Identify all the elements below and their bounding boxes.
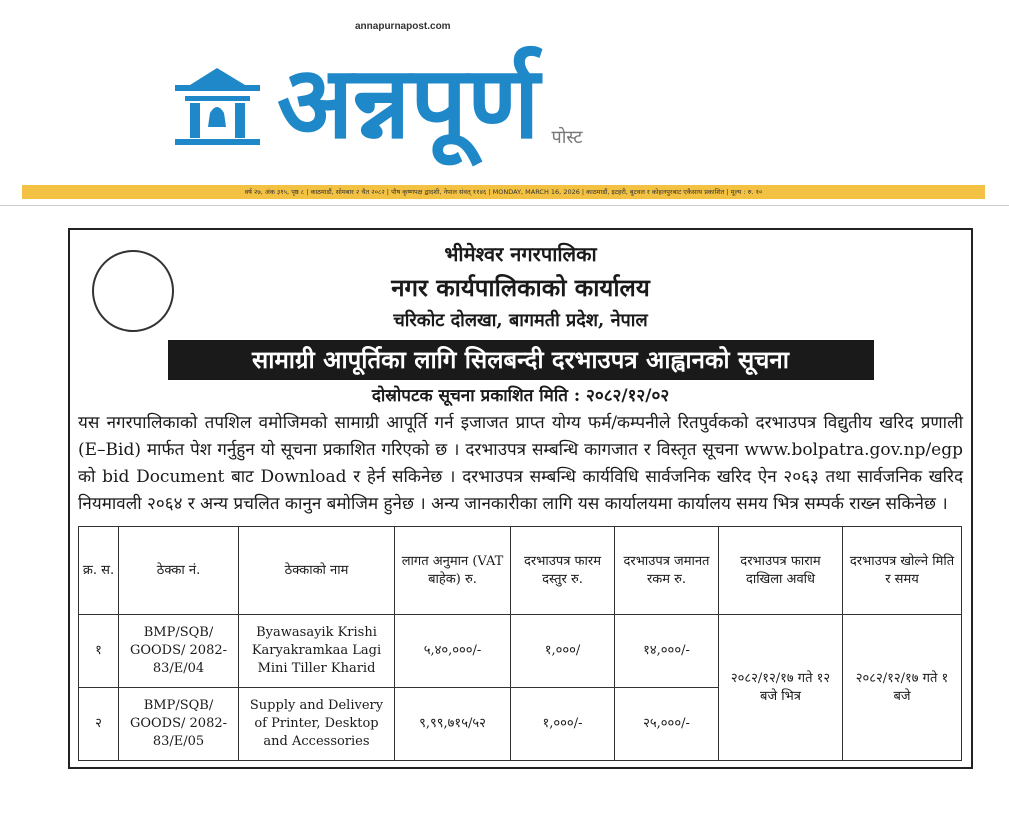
col-header: ठेक्काको नाम — [239, 527, 395, 615]
cell: २ — [79, 688, 119, 761]
col-header: क्र. स. — [79, 527, 119, 615]
cell: Byawasayik Krishi Karyakramkaa Lagi Mini Tiller Kharid — [239, 615, 395, 688]
cell: BMP/SQB/ GOODS/ 2082-83/E/04 — [119, 615, 239, 688]
cell: Supply and Delivery of Printer, Desktop and Accessories — [239, 688, 395, 761]
cell: १४,०००/- — [615, 615, 719, 688]
col-header: दरभाउपत्र खोल्ने मिति र समय — [843, 527, 962, 615]
brand-logo: अन्नपूर्ण — [277, 44, 540, 161]
office-name: नगर कार्यपालिकाको कार्यालय — [391, 273, 650, 302]
cell: ९,९९,७१५/५२ — [395, 688, 511, 761]
notice-title: सामाग्री आपूर्तिका लागि सिलबन्दी दरभाउपत्र आह्वानको सूचना — [168, 340, 874, 380]
org-name: भीमेश्वर नगरपालिका — [444, 242, 597, 266]
divider — [0, 205, 1009, 206]
table-row — [79, 615, 962, 688]
col-header: लागत अनुमान (VAT बाहेक) रु. — [395, 527, 511, 615]
col-header: दरभाउपत्र जमानत रकम रु. — [615, 527, 719, 615]
tender-table — [78, 526, 962, 761]
masthead — [0, 0, 1009, 180]
cell: १,०००/ — [511, 615, 615, 688]
cell: २५,०००/- — [615, 688, 719, 761]
notice-body: यस नगरपालिकाको तपशिल वमोजिमको सामाग्री आपूर्ति गर्न इजाजत प्राप्त योग्य फर्म/कम्पनीले रितपुर्वकको दरभाउपत्र विद्युतीय खरिद प्रणाली (E–Bid) मार्फत पेश गर्नुहुन यो सूचना प्रकाशित गरिएको छ । दरभाउपत्र सम्बन्धि कागजात र विस्तृत सूचना www.bolpatra.gov.np/egp को bid Document बाट Download र हेर्न सकिनेछ । दरभाउपत्र सम्बन्धि कार्यविधि सार्वजनिक खरिद ऐन २०६३ तथा सार्वजनिक खरिद नियमावली २०६४ र अन्य प्रचलित कानुन बमोजिम हुनेछ । अन्य जानकारीका लागि यस कार्यालयमा कार्यालय समय भित्र सम्पर्क राख्न सकिनेछ । — [78, 413, 963, 514]
cell: १,०००/- — [511, 688, 615, 761]
brand-sub: पोस्ट — [551, 127, 583, 148]
opening-time: २०८२/१२/१७ गते १ बजे — [843, 615, 962, 761]
temple-logo-icon — [170, 63, 265, 148]
brand-row — [170, 38, 582, 168]
tender-notice — [68, 228, 973, 769]
cell: ५,४०,०००/- — [395, 615, 511, 688]
address: चरिकोट दोलखा, बागमती प्रदेश, नेपाल — [393, 310, 648, 331]
table-header-row — [79, 527, 962, 615]
date-bar: वर्ष २७, अंक ३१५, पृष्ठ ८ | काठमाडौं, सोमबार २ चैत २०८२ | पौष कृष्णपक्ष द्वादशी, नेपाल संवत् ११४६ | MONDAY, MARCH 16, 2026 | काठमाडौं, इटहरी, बुटवल र कोहलपुरबाट एकैसाथ प्रकाशित | मूल्य : रु. १० — [22, 185, 985, 199]
col-header: दरभाउपत्र फाराम दाखिला अवधि — [719, 527, 843, 615]
submission-deadline: २०८२/१२/१७ गते १२ बजे भित्र — [719, 615, 843, 761]
site-url: annapurnapost.com — [355, 21, 451, 32]
publish-date: दोस्रोपटक सूचना प्रकाशित मिति : २०८२/१२/०२ — [371, 386, 670, 406]
cell: BMP/SQB/ GOODS/ 2082-83/E/05 — [119, 688, 239, 761]
col-header: दरभाउपत्र फारम दस्तुर रु. — [511, 527, 615, 615]
municipality-seal-icon — [92, 250, 174, 332]
col-header: ठेक्का नं. — [119, 527, 239, 615]
cell: १ — [79, 615, 119, 688]
